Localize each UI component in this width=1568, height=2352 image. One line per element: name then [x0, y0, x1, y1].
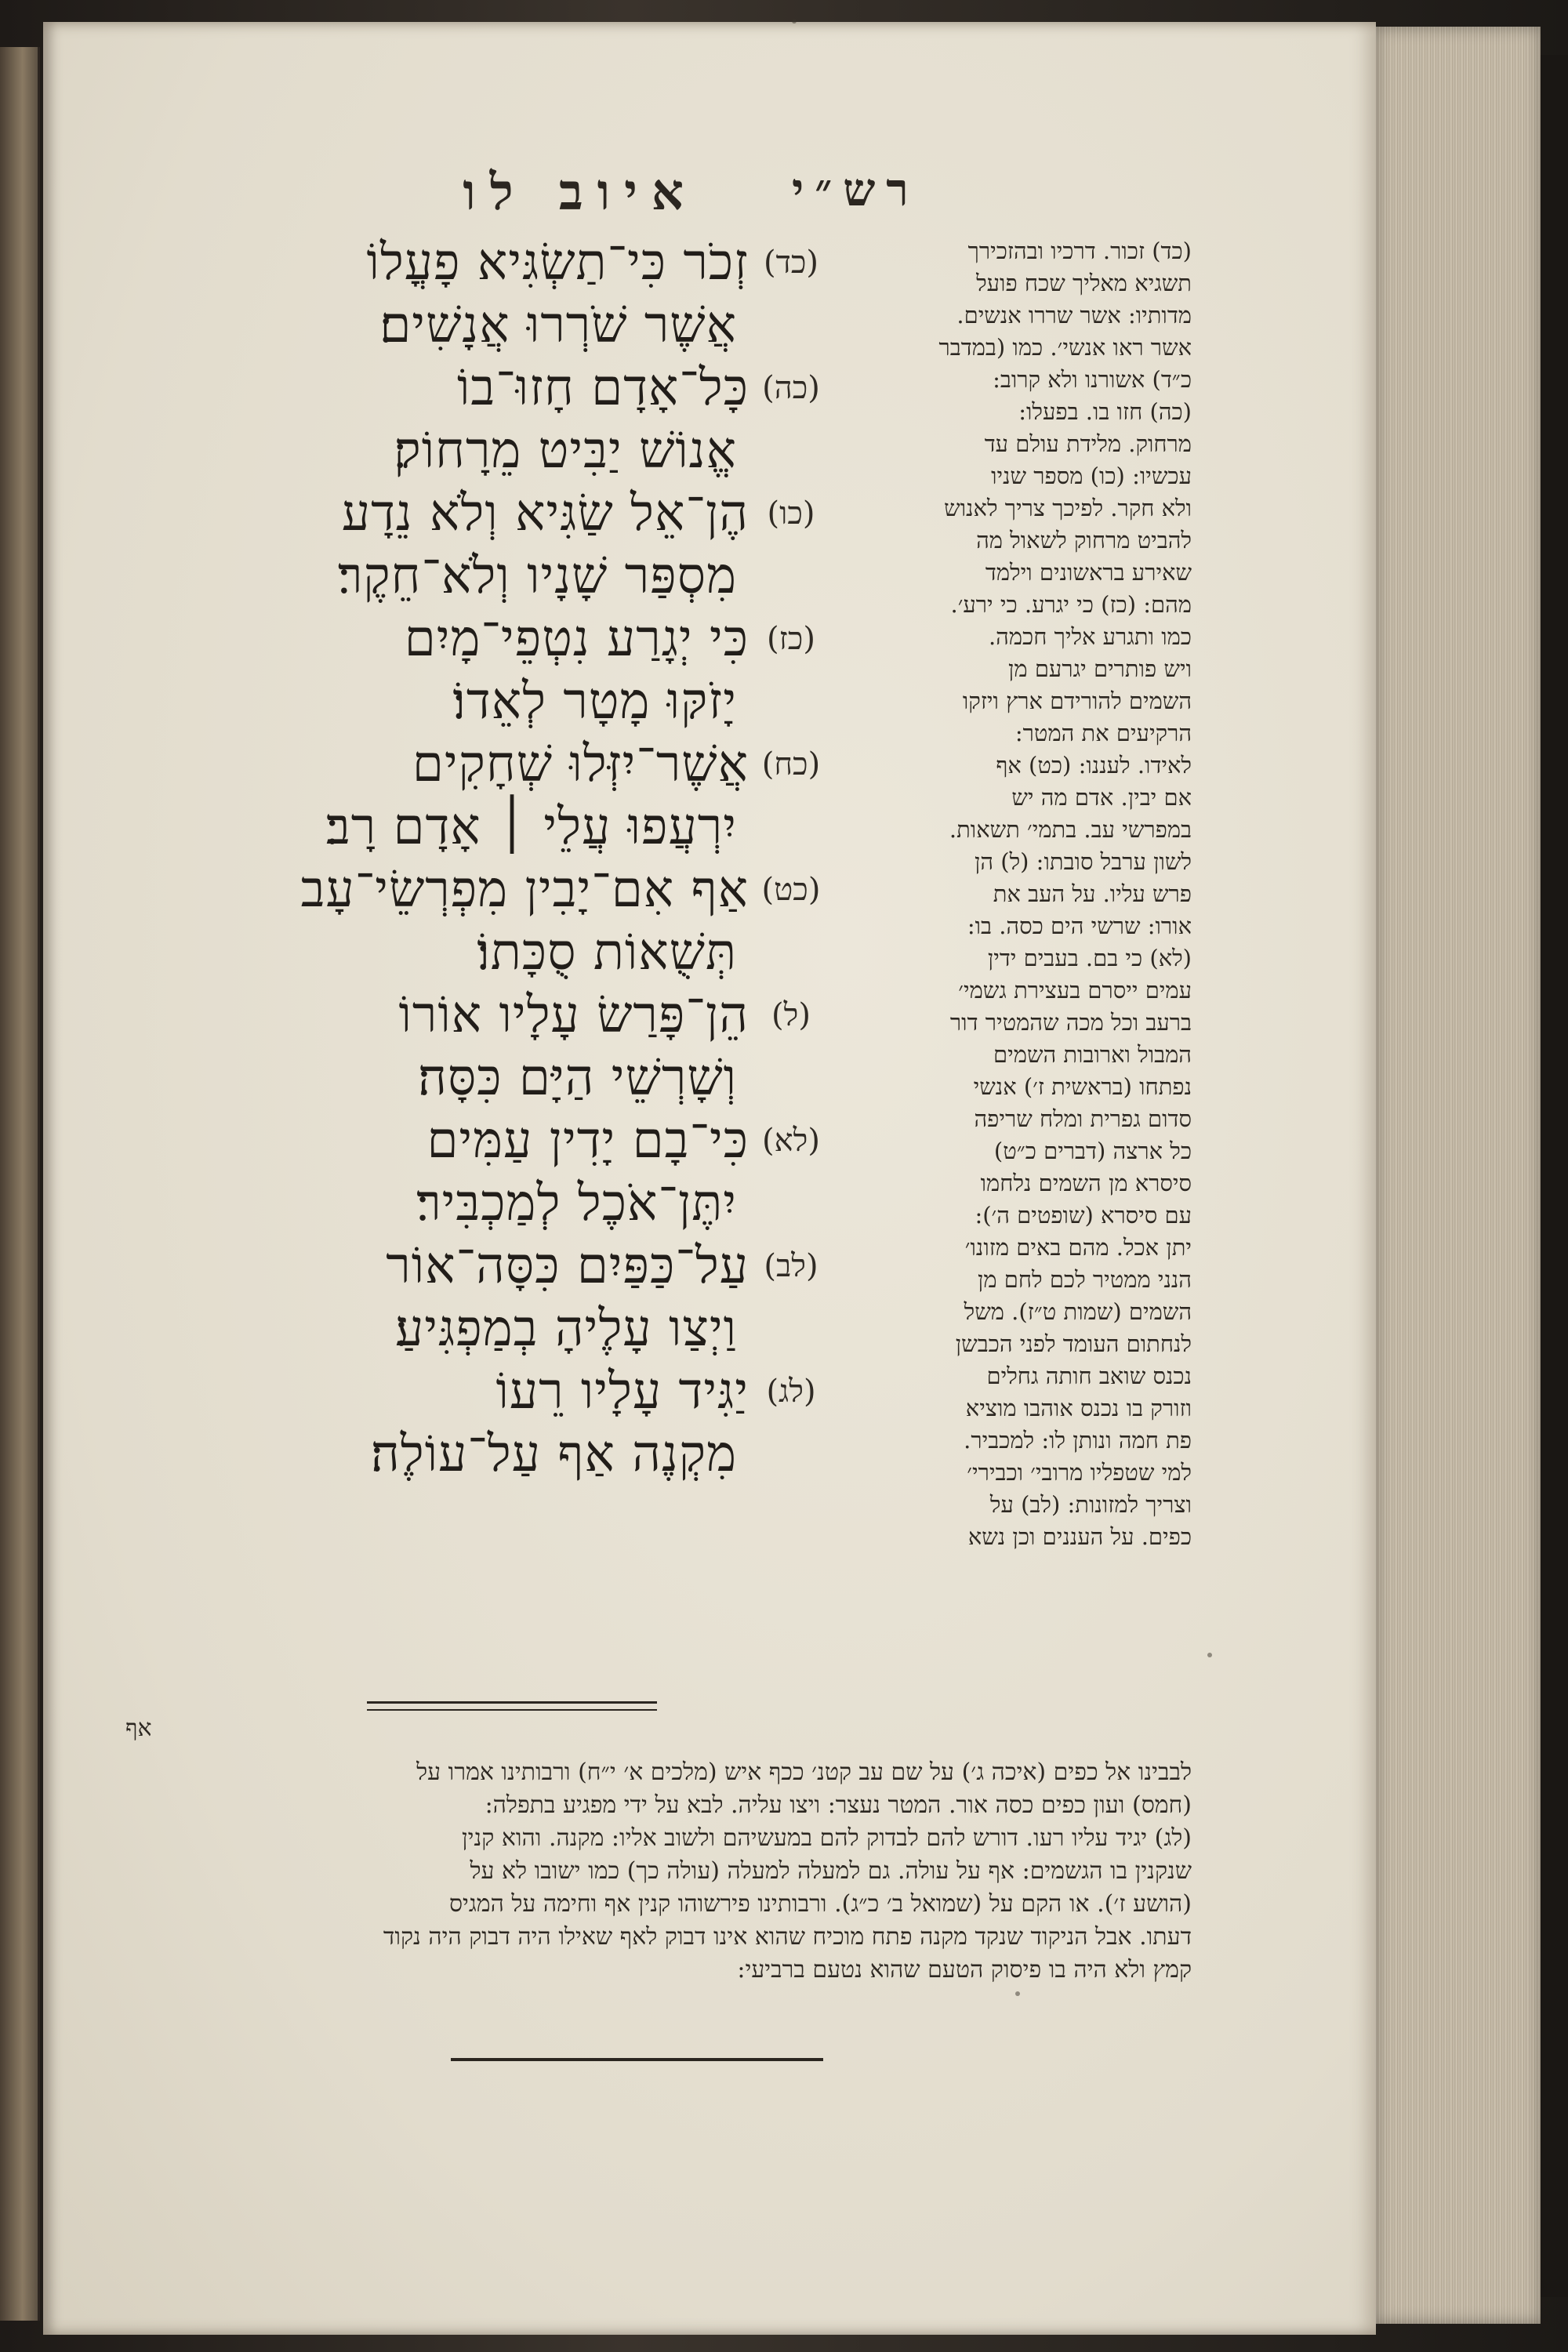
commentary-line: פת חמה ונותן לו: למכביר.	[964, 1427, 1192, 1454]
commentary-line: פרש עליו. על העב את	[993, 880, 1192, 907]
commentary-line: אשר ראו אנשי׳. כמו (במדבר	[938, 334, 1192, 361]
commentary-line: לשון ערבל סובתו: (ל) הן	[974, 848, 1192, 875]
verse-line	[196, 670, 823, 733]
verse-text: תְּשֻׁאוֹת סֻכָּתוֹ׃	[476, 924, 737, 982]
page-stack-edge	[1376, 27, 1541, 2324]
commentary-line: השמים (שמות ט״ז). משל	[964, 1298, 1192, 1325]
verse-column	[196, 231, 823, 1486]
verse-line	[196, 545, 823, 608]
commentary-line: להביט מרחוק לשאול מה	[976, 527, 1192, 554]
commentary-line: הרקיעים את המטר:	[1014, 720, 1192, 746]
catchword: אף	[125, 1715, 152, 1742]
verse-text: זְכֹר כִּי־תַשְׂגִּיא פָעֳלוֹ	[366, 234, 749, 292]
verse-line	[196, 1235, 823, 1298]
verse-number: (כו)	[767, 495, 815, 532]
commentary-line: תשגיא מאליך שכח פועל	[976, 270, 1192, 296]
commentary-line: עמים ייסרם בעצירת גשמי׳	[958, 977, 1192, 1004]
commentary-line: כל ארצה (דברים כ״ט)	[993, 1138, 1192, 1164]
verse-text: וְשָׁרְשֵׁי הַיָּם כִּסָּה׃	[417, 1049, 737, 1107]
verse-line	[196, 1047, 823, 1109]
commentary-line: (לא) כי בם. בעבים ידין	[987, 945, 1192, 971]
commentary-line: השמים להורידם ארץ ויזקו	[962, 688, 1192, 714]
verse-number: (לא)	[762, 1123, 820, 1159]
verse-text: כָּל־אָדָם חָזוּ־בוֹ	[457, 359, 749, 417]
verse-text: הֶן־אֵל שַׂגִּיא וְלֹא נֵדָע	[341, 485, 749, 543]
commentary-line: נכנס שואב חותה גחלים	[986, 1363, 1192, 1389]
bottom-divider-rule	[451, 2058, 823, 2061]
verse-line	[196, 733, 823, 796]
commentary-line: לאידו. לעננו: (כט) אף	[996, 752, 1192, 779]
verse-number: (לג)	[766, 1374, 816, 1410]
verse-line	[196, 921, 823, 984]
commentary-line: מרחוק. מלידת עולם עד	[984, 430, 1192, 457]
commentary-line: ברעב וכל מכה שהמטיר דור	[949, 1009, 1192, 1036]
commentary-line: וזורק בו נכנס אוהבו מוציא	[965, 1395, 1192, 1421]
verse-line	[196, 984, 823, 1047]
verse-text: יַגִּיד עָלָיו רֵעוֹ	[495, 1363, 749, 1421]
verse-number: (כט)	[761, 872, 821, 908]
commentary-continuation-line: (לג) יגיד עליו רעו. דורש להם לבדוק להם במעשיהם ולשוב אליו: מקנה. והוא קנין	[462, 1824, 1192, 1852]
commentary-line: כמו ותגרע אליך חכמה.	[988, 623, 1192, 650]
verse-text: יָזֹקּוּ מָטָר לְאֵדוֹ׃	[452, 673, 737, 731]
page-stack-shadow	[1541, 55, 1568, 2297]
paper-speck	[1015, 1991, 1020, 1996]
verse-line	[196, 1298, 823, 1360]
commentary-continuation-line: (חמס) ועון כפים כסה אור. המטר נעצר: ויצו עליה. לבא על ידי מפגיע בתפלה:	[485, 1791, 1192, 1819]
commentary-line: אורו: שרשי הים כסה. בו:	[967, 913, 1192, 939]
verse-number: (לב)	[764, 1248, 818, 1284]
running-header-rashi: רש״י	[792, 163, 920, 216]
section-divider-rule	[367, 1701, 657, 1711]
commentary-line: נפתחו (בראשית ז׳) אנשי	[973, 1073, 1192, 1100]
paper-speck	[1207, 1653, 1212, 1657]
commentary-continuation-line: לבבינו אל כפים (איכה ג׳) על שם עב קטנ׳ ככף איש (מלכים א׳ י״ח) ורבותינו אמרו על	[416, 1759, 1192, 1786]
verse-line	[196, 1423, 823, 1486]
commentary-line: מדותיו: אשר שררו אנשים.	[956, 302, 1192, 328]
commentary-line: שאירע בראשונים וילמד	[985, 559, 1192, 586]
commentary-continuation-line: דעתו. אבל הניקוד שנקד מקנה פתח מוכיח שהוא אינו דבוק לאף שאילו היה דבוק היה נקוד	[383, 1923, 1192, 1951]
commentary-line: במפרשי עב. בתמי׳ תשאות.	[949, 816, 1192, 843]
commentary-line: עכשיו: (כו) מספר שניו	[991, 463, 1192, 489]
commentary-line: לנחתום העומד לפני הכבשן	[955, 1330, 1192, 1357]
verse-line	[196, 231, 823, 294]
verse-line	[196, 608, 823, 670]
verse-text: מִקְנֶה אַף עַל־עוֹלֶה׃	[369, 1425, 737, 1483]
verse-line	[196, 482, 823, 545]
commentary-continuation-line: שנקנין בו הגשמים: אף על עולה. גם למעלה למעלה (עולה כך) כמו ישובו לא על	[470, 1857, 1192, 1885]
verse-text: מִסְפַּר שָׁנָיו וְלֹא־חֵקֶר׃	[336, 547, 737, 605]
verse-text: אֲשֶׁר שֹׁרְרוּ אֲנָשִׁים׃	[379, 296, 737, 354]
verse-text: אֲשֶׁר־יִזְּלוּ שְׁחָקִים	[412, 735, 749, 793]
verse-line	[196, 1109, 823, 1172]
commentary-line: יתן אכל. מהם באים מזונו׳	[964, 1234, 1192, 1261]
commentary-line: המבול וארובות השמים	[993, 1041, 1192, 1068]
commentary-line: כ״ד) אשורנו ולא קרוב:	[993, 366, 1192, 393]
commentary-line: (כד) זכור. דרכיו ובהזכירך	[967, 238, 1192, 264]
verse-line	[196, 796, 823, 858]
rashi-commentary-column	[855, 235, 1192, 1553]
commentary-line: הנני ממטיר לכם לחם מן	[977, 1266, 1192, 1293]
verse-number: (כד)	[764, 245, 818, 281]
commentary-continuation	[118, 1756, 1192, 1987]
commentary-line: אם יבין. אדם מה יש	[1011, 784, 1192, 811]
running-header-book-chapter: איוב לו	[463, 163, 698, 222]
verse-line	[196, 858, 823, 921]
verse-text: הֵן־פָּרַשׂ עָלָיו אוֹרוֹ	[398, 986, 749, 1044]
verse-line	[196, 419, 823, 482]
verse-number: (כח)	[761, 746, 821, 782]
verse-text: עַל־כַּפַּיִם כִּסָּה־אוֹר	[386, 1237, 749, 1295]
verse-number: (כה)	[762, 370, 820, 406]
verse-text: אַף אִם־יָבִין מִפְרְשֵׂי־עָב	[300, 861, 749, 919]
commentary-line: וצריך למזונות: (לב) על	[989, 1491, 1192, 1518]
commentary-line: ויש פותרים יגרעם מן	[1008, 655, 1192, 682]
commentary-line: סדום גפרית ומלח שריפה	[974, 1105, 1192, 1132]
verse-line	[196, 1360, 823, 1423]
verse-text: יִרְעֲפוּ עֲלֵי ׀ אָדָם רָב׃	[325, 798, 737, 856]
commentary-continuation-line: קמץ ולא היה בו פיסוק הטעם שהוא נטעם ברביעי:	[737, 1956, 1192, 1984]
verse-line	[196, 357, 823, 419]
verse-number: (כז)	[767, 621, 815, 657]
commentary-line: כפים. על העננים וכן נשא	[967, 1523, 1192, 1550]
facing-page-edge	[0, 47, 40, 2321]
commentary-line: (כה) חזו בו. בפעלו:	[1018, 398, 1192, 425]
verse-line	[196, 294, 823, 357]
commentary-line: למי שטפליו מרובי׳ וכבירי׳	[967, 1459, 1192, 1486]
verse-text: כִּי־בָם יָדִין עַמִּים	[426, 1112, 749, 1170]
paper-speck	[792, 19, 797, 24]
verse-text: אֱנוֹשׁ יַבִּיט מֵרָחוֹק׃	[393, 422, 737, 480]
commentary-continuation-line: (הושע ז׳). או הקם על (שמואל ב׳ כ״ג). ורבותינו פירשוהו קנין אף וחימה על המגיס	[448, 1890, 1192, 1918]
commentary-line: מהם: (כז) כי יגרע. כי ירע׳.	[950, 591, 1192, 618]
commentary-line: עם סיסרא (שופטים ה׳):	[975, 1202, 1192, 1229]
verse-text: יִתֶּן־אֹכֶל לְמַכְבִּיר׃	[416, 1174, 737, 1232]
verse-number: (ל)	[771, 997, 811, 1033]
verse-text: כִּי יְגָרַע נִטְפֵי־מָיִם	[404, 610, 749, 668]
verse-line	[196, 1172, 823, 1235]
commentary-line: ולא חקר. לפיכך צריך לאנוש	[944, 495, 1192, 521]
verse-text: וַיְצַו עָלֶיהָ בְמַפְגִּיעַ׃	[394, 1300, 737, 1358]
commentary-line: סיסרא מן השמים נלחמו	[980, 1170, 1192, 1196]
